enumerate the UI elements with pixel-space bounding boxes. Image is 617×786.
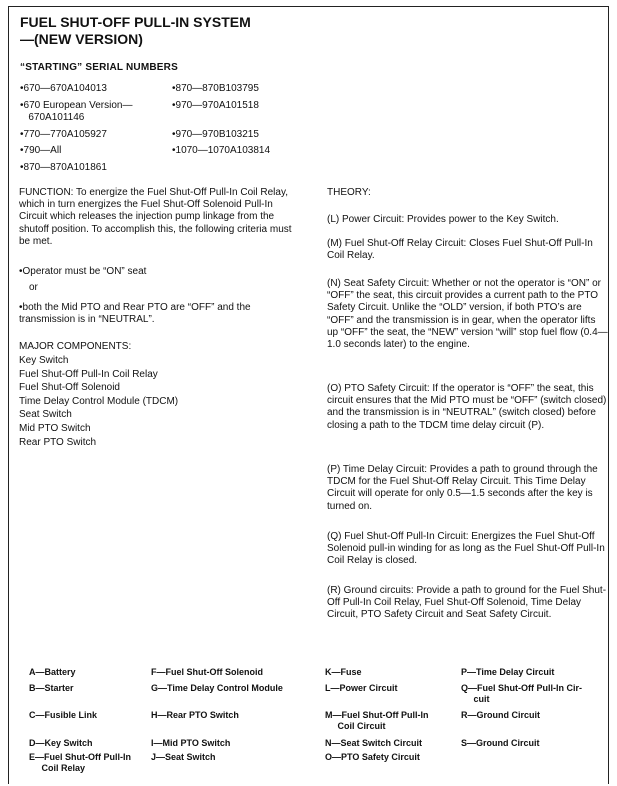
serial-item: •770—770A105927 (20, 129, 107, 140)
legend-item: P—Time Delay Circuit (461, 667, 555, 677)
legend-item: O—PTO Safety Circuit (325, 752, 420, 762)
criteria-2: •both the Mid PTO and Rear PTO are “OFF” and the transmission is in “NEUTRAL”. (19, 302, 251, 326)
serials-heading: “STARTING” SERIAL NUMBERS (20, 62, 178, 73)
theory-item: (N) Seat Safety Circuit: Whether or not the operator is “ON” or “OFF” the seat, this circuit provides a current path to the PTO Safety Circuit. Unlike the “OLD” version, if both PTO’s are “OFF” and the transmission is in gear, when the operator lifts up “OFF” the seat, the “NEW” version “will” stop fuel flow (0.4—1.0 seconds later) to the engine. (327, 278, 608, 351)
serial-item: •970—970B103215 (172, 129, 259, 140)
legend-item: H—Rear PTO Switch (151, 710, 239, 720)
component-item: Seat Switch (19, 409, 72, 421)
components-heading: MAJOR COMPONENTS: (19, 341, 132, 352)
component-item: Mid PTO Switch (19, 422, 91, 434)
serial-item: •790—All (20, 145, 62, 156)
legend-item: A—Battery (29, 667, 76, 677)
legend-item: E—Fuel Shut-Off Pull-In Coil Relay (29, 752, 131, 773)
legend-item: F—Fuel Shut-Off Solenoid (151, 667, 263, 677)
component-item: Fuel Shut-Off Solenoid (19, 382, 120, 394)
theory-item: (R) Ground circuits: Provide a path to ground for the Fuel Shut-Off Pull-In Coil Relay, Fuel Shut-Off Solenoid, Time Delay Circuit, PTO Safety Circuit and Seat Safety Circuit. (327, 585, 607, 621)
legend-item: J—Seat Switch (151, 752, 216, 762)
legend-item: S—Ground Circuit (461, 738, 540, 748)
legend-item: C—Fusible Link (29, 710, 98, 720)
theory-item: (Q) Fuel Shut-Off Pull-In Circuit: Energizes the Fuel Shut-Off Solenoid pull-in winding for as long as the Fuel Shut-Off Pull-In Coil Relay is closed. (327, 531, 605, 567)
legend-item: L—Power Circuit (325, 683, 398, 693)
title-line-2: —(NEW VERSION) (20, 31, 143, 47)
legend-item: Q—Fuel Shut-Off Pull-In Cir- cuit (461, 683, 582, 704)
components-list (19, 354, 302, 449)
component-item: Fuel Shut-Off Pull-In Coil Relay (19, 368, 158, 380)
legend-item: I—Mid PTO Switch (151, 738, 231, 748)
page-title (20, 14, 251, 48)
legend-item: R—Ground Circuit (461, 710, 540, 720)
criteria-1: •Operator must be “ON” seat (19, 266, 147, 277)
component-item: Key Switch (19, 355, 69, 366)
theory-item: (P) Time Delay Circuit: Provides a path to ground through the TDCM for the Fuel Shut-Off Relay Circuit. This Time Delay Circuit will operate for only 0.5—1.5 seconds after the key is turned on. (327, 464, 598, 512)
serial-item: •970—970A101518 (172, 100, 259, 111)
legend-item: N—Seat Switch Circuit (325, 738, 423, 748)
serial-item: •1070—1070A103814 (172, 145, 271, 156)
legend-item: G—Time Delay Control Module (151, 683, 283, 693)
legend-item: D—Key Switch (29, 738, 93, 748)
legend-item: B—Starter (29, 683, 74, 693)
legend-item: M—Fuel Shut-Off Pull-In Coil Circuit (325, 710, 429, 731)
component-item: Rear PTO Switch (19, 436, 97, 448)
serial-item: •870—870A101861 (20, 162, 107, 173)
theory-item: (M) Fuel Shut-Off Relay Circuit: Closes Fuel Shut-Off Pull-In Coil Relay. (327, 238, 593, 262)
theory-item: (O) PTO Safety Circuit: If the operator is “OFF” the seat, this circuit ensures that the Mid PTO must be “OFF” (switch closed) and the transmission is in “NEUTRAL” (switch closed) before closing a path to the TDCM time delay circuit (P). (327, 383, 607, 431)
legend-item: K—Fuse (325, 667, 362, 677)
serial-item: •870—870B103795 (172, 83, 259, 94)
serial-item: •670—670A104013 (20, 83, 107, 94)
serial-item: •670 European Version— 670A101146 (20, 100, 133, 123)
function-paragraph: FUNCTION: To energize the Fuel Shut-Off Pull-In Coil Relay, which in turn energizes the Fuel Shut-Off Solenoid Pull-In Circuit which releases the injection pump linkage from the shutoff position. To accomplish this, the following criteria must be met. (19, 187, 292, 247)
theory-heading: THEORY: (327, 187, 371, 198)
theory-item: (L) Power Circuit: Provides power to the Key Switch. (327, 214, 559, 225)
criteria-or: or (29, 282, 38, 293)
component-item: Time Delay Control Module (TDCM) (19, 395, 179, 407)
title-line-1: FUEL SHUT-OFF PULL-IN SYSTEM (20, 14, 251, 30)
